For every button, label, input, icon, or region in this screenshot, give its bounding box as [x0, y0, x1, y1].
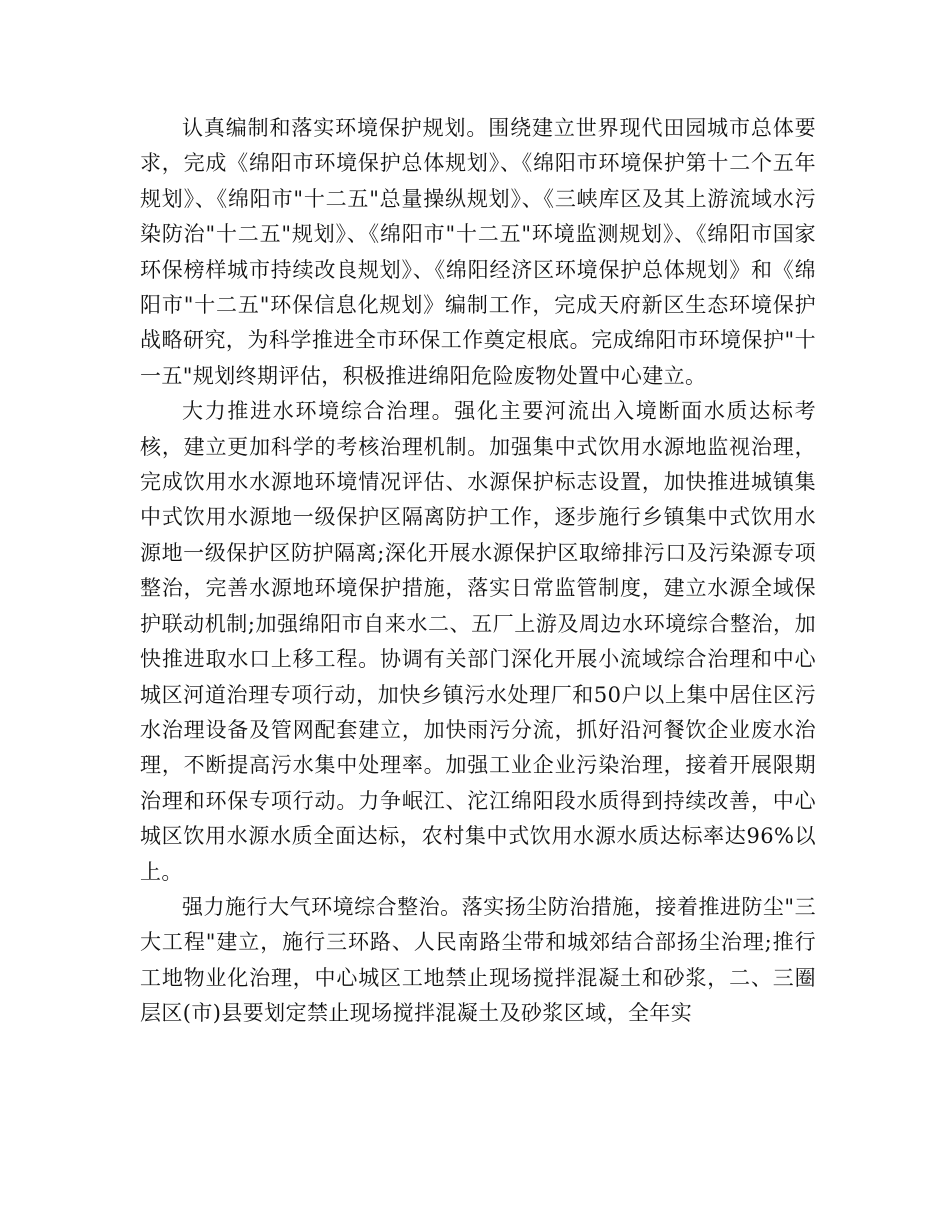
paragraph-environmental-planning: 认真编制和落实环境保护规划。围绕建立世界现代田园城市总体要求，完成《绵阳市环境保护总体规划》、《绵阳市环境保护第十二个五年规划》、《绵阳市"十二五"总量操纵规划》、《三峡库区及其上游流域水污染防治"十二五"规划》、《绵阳市"十二五"环境监测规划》、《绵阳市国家环保榜样城市持续改良规划》、《绵阳经济区环境保护总体规划》和《绵阳市"十二五"环保信息化规划》编制工作，完成天府新区生态环境保护战略研究，为科学推进全市环保工作奠定根底。完成绵阳市环境保护"十一五"规划终期评估，积极推进绵阳危险废物处置中心建立。	[140, 116, 816, 388]
document-body	[140, 111, 816, 1032]
paragraph-air-environment: 强力施行大气环境综合整治。落实扬尘防治措施，接着推进防尘"三大工程"建立，施行三环路、人民南路尘带和城郊结合部扬尘治理;推行工地物业化治理，中心城区工地禁止现场搅拌混凝土和砂浆，二、三圈层区(市)县要划定禁止现场搅拌混凝土及砂浆区域，全年实	[140, 894, 816, 1026]
paragraph-water-environment: 大力推进水环境综合治理。强化主要河流出入境断面水质达标考核，建立更加科学的考核治理机制。加强集中式饮用水源地监视治理，完成饮用水水源地环境情况评估、水源保护标志设置，加快推进城镇集中式饮用水源地一级保护区隔离防护工作，逐步施行乡镇集中式饮用水源地一级保护区防护隔离;深化开展水源保护区取缔排污口及污染源专项整治，完善水源地环境保护措施，落实日常监管制度，建立水源全域保护联动机制;加强绵阳市自来水二、五厂上游及周边水环境综合整治，加快推进取水口上移工程。协调有关部门深化开展小流域综合治理和中心城区河道治理专项行动，加快乡镇污水处理厂和50户以上集中居住区污水治理设备及管网配套建立，加快雨污分流，抓好沿河餐饮企业废水治理，不断提高污水集中处理率。加强工业企业污染治理，接着开展限期治理和环保专项行动。力争岷江、沱江绵阳段水质得到持续改善，中心城区饮用水源水质全面达标，农村集中式饮用水源水质达标率达96%以上。	[140, 399, 816, 884]
